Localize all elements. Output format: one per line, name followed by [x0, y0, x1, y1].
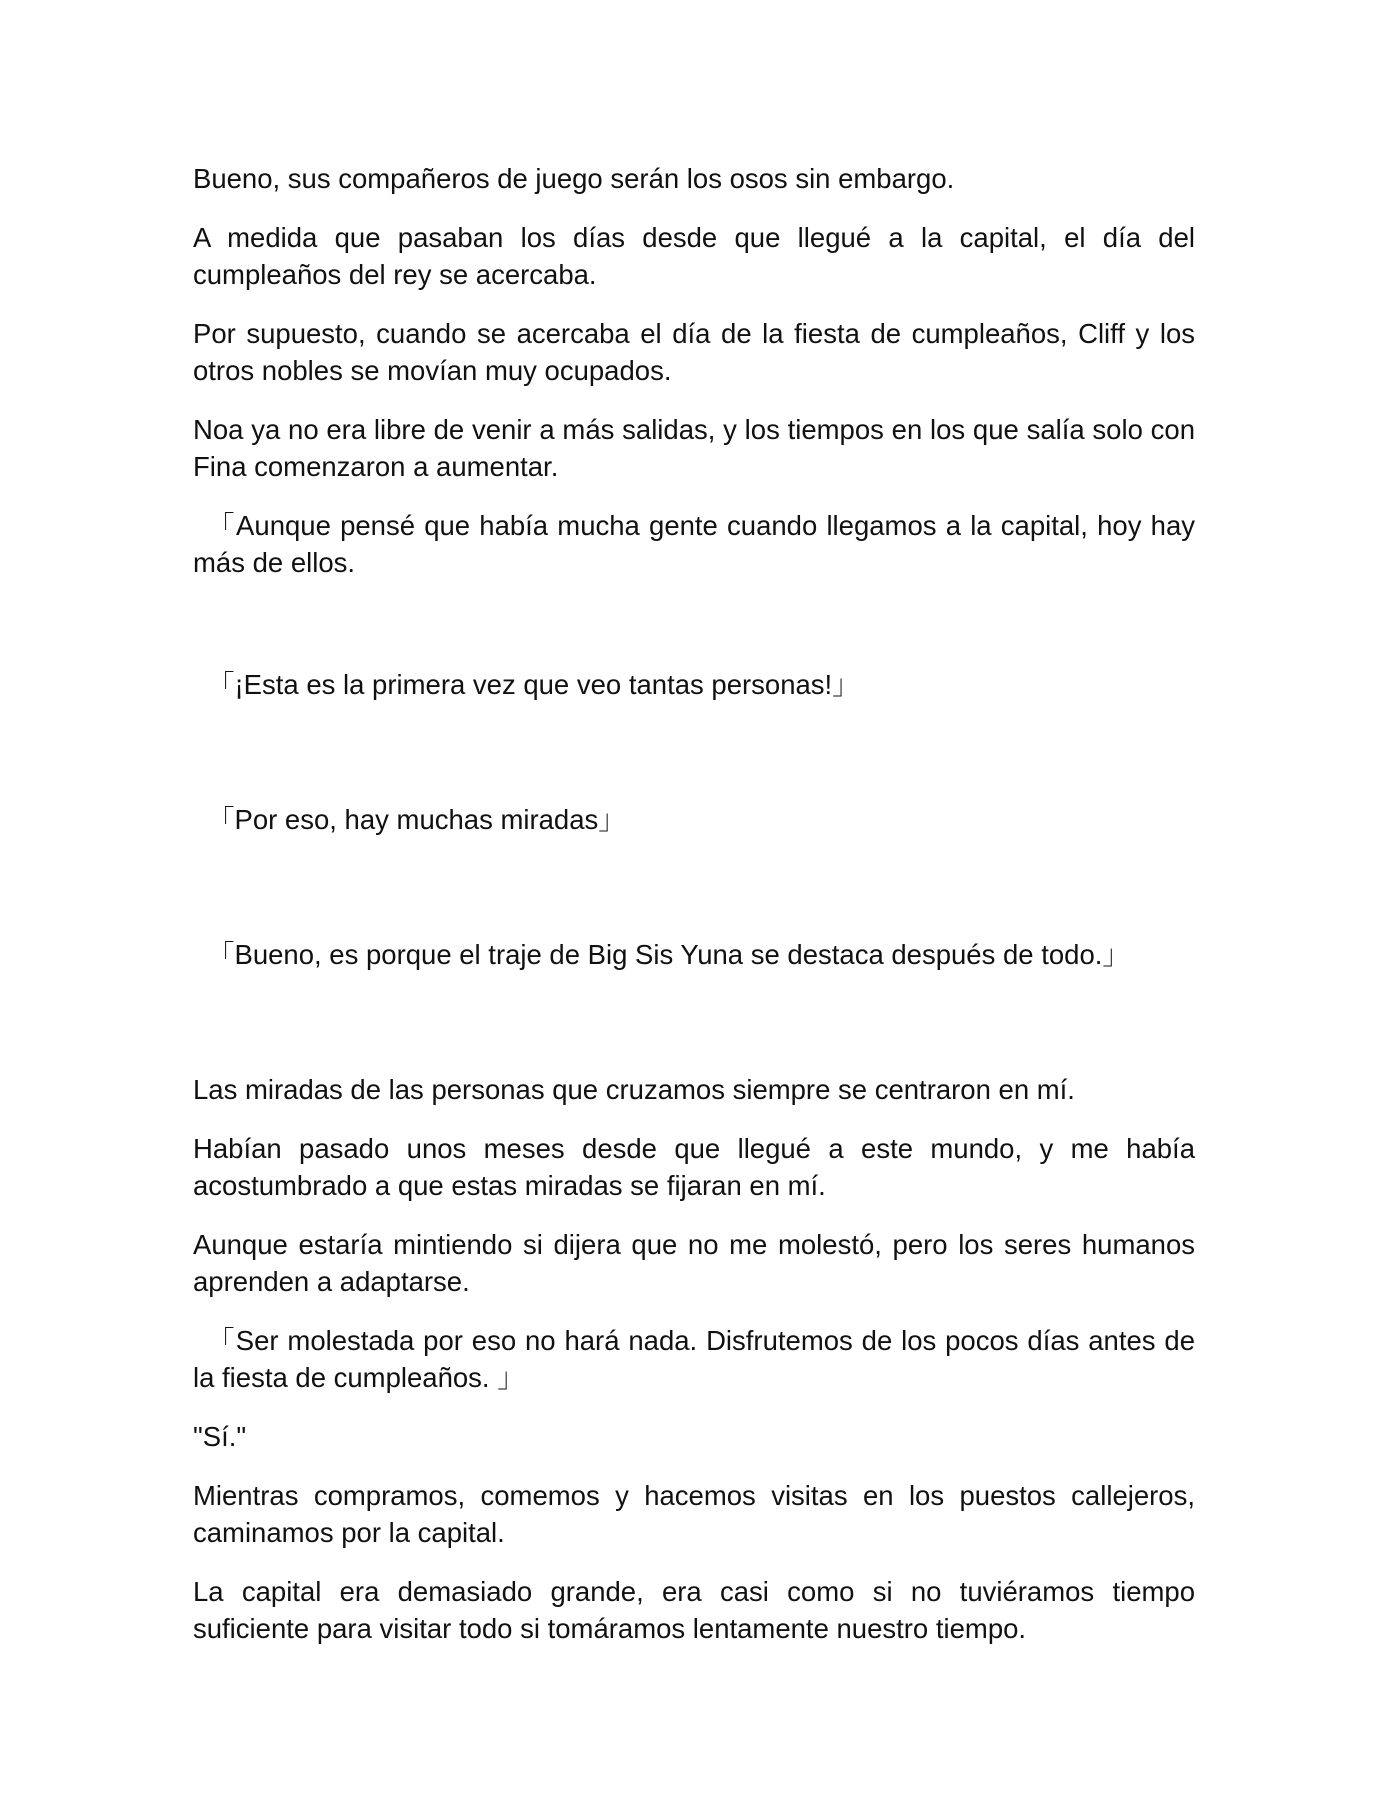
dialogue-line: 「¡Esta es la primera vez que veo tantas personas!」: [207, 669, 860, 700]
paragraph: Las miradas de las personas que cruzamos siempre se centraron en mí.: [193, 1074, 1075, 1105]
dialogue-paragraph: 「Aunque pensé que había mucha gente cuando llegamos a la capital, hoy hay más de ellos.: [193, 510, 1195, 578]
paragraph: "Sí.": [193, 1421, 247, 1452]
dialogue-line: 「Bueno, es porque el traje de Big Sis Yuna se destaca después de todo.」: [207, 939, 1130, 970]
paragraph: La capital era demasiado grande, era casi como si no tuviéramos tiempo suficiente para visitar todo si tomáramos lentamente nuestro tiempo.: [193, 1576, 1195, 1644]
paragraph: Habían pasado unos meses desde que llegué a este mundo, y me había acostumbrado a que estas miradas se fijaran en mí.: [193, 1133, 1195, 1201]
paragraph: A medida que pasaban los días desde que llegué a la capital, el día del cumpleaños del rey se acercaba.: [193, 222, 1195, 290]
paragraph: Bueno, sus compañeros de juego serán los osos sin embargo.: [193, 163, 955, 194]
paragraph: Por supuesto, cuando se acercaba el día de la fiesta de cumpleaños, Cliff y los otros nobles se movían muy ocupados.: [193, 318, 1195, 386]
paragraph: Aunque estaría mintiendo si dijera que no me molestó, pero los seres humanos aprenden a adaptarse.: [193, 1229, 1195, 1297]
dialogue-line: 「Por eso, hay muchas miradas」: [207, 804, 626, 835]
paragraph: Noa ya no era libre de venir a más salidas, y los tiempos en los que salía solo con Fina comenzaron a aumentar.: [193, 414, 1195, 482]
document-page: [193, 160, 1195, 1669]
dialogue-paragraph: 「Ser molestada por eso no hará nada. Disfrutemos de los pocos días antes de la fiesta de cumpleaños. 」: [193, 1325, 1195, 1393]
paragraph: Mientras compramos, comemos y hacemos visitas en los puestos callejeros, caminamos por la capital.: [193, 1480, 1195, 1548]
